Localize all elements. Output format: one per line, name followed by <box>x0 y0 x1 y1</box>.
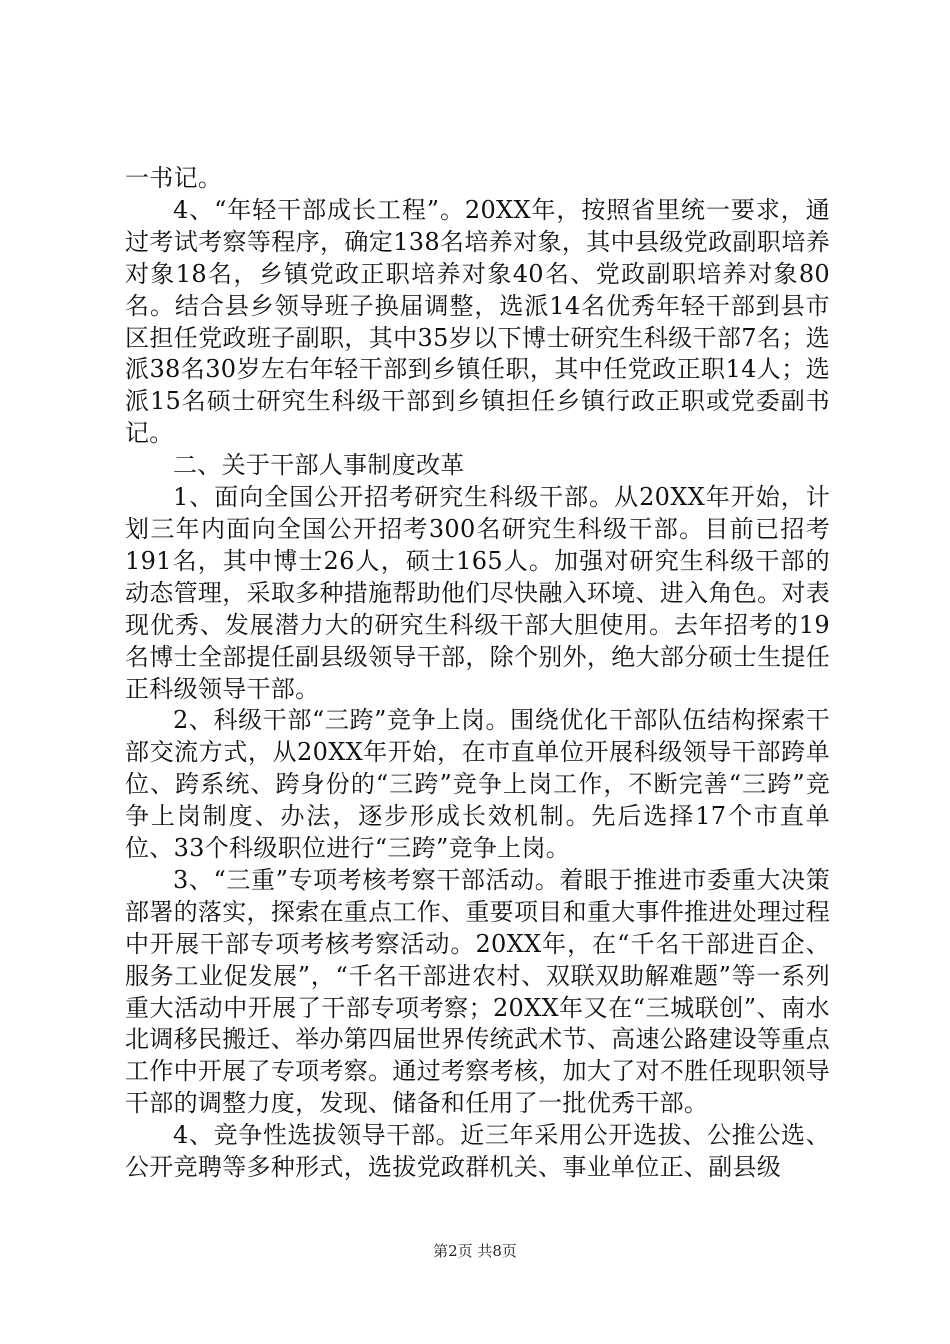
paragraph-5: 3、“三重”专项考核考察干部活动。着眼于推进市委重大决策部署的落实，探索在重点工作、重要项目和重大事件推进处理过程中开展干部专项考核考察活动。20XX年，在“千名干部进百企、服务工业促发展”，“千名干部进农村、双联双助解难题”等一系列重大活动中开展了干部专项考察；20XX年又在“三城联创”、南水北调移民搬迁、举办第四届世界传统武术节、高速公路建设等重点工作中开展了专项考察。通过考察考核，加大了对不胜任现职领导干部的调整力度，发现、储备和任用了一批优秀干部。 <box>125 865 830 1118</box>
paragraph-1: 一书记。 <box>125 164 223 192</box>
document-body <box>125 163 830 1184</box>
paragraph-6: 4、竞争性选拔领导干部。近三年采用公开选拔、公推公选、公开竞聘等多种形式，选拔党政群机关、事业单位正、副县级 <box>125 1121 830 1182</box>
section-heading: 二、关于干部人事制度改革 <box>173 451 465 480</box>
paragraph-4: 2、科级干部“三跨”竞争上岗。围绕优化干部队伍结构探索干部交流方式，从20XX年开始，在市直单位开展科级领导干部跨单位、跨系统、跨身份的“三跨”竞争上岗工作，不断完善“三跨”竞争上岗制度、办法，逐步形成长效机制。先后选择17个市直单位、33个科级职位进行“三跨”竞争上岗。 <box>125 706 830 863</box>
page-number-footer: 第2页 共8页 <box>433 1242 517 1260</box>
paragraph-3: 1、面向全国公开招考研究生科级干部。从20XX年开始，计划三年内面向全国公开招考300名研究生科级干部。目前已招考191名，其中博士26人，硕士165人。加强对研究生科级干部的动态管理，采取多种措施帮助他们尽快融入环境、进入角色。对表现优秀、发展潜力大的研究生科级干部大胆使用。去年招考的19名博士全部提任副县级领导干部，除个别外，绝大部分硕士生提任正科级领导干部。 <box>125 483 830 703</box>
paragraph-2: 4、“年轻干部成长工程”。20XX年，按照省里统一要求，通过考试考察等程序，确定138名培养对象，其中县级党政副职培养对象18名，乡镇党政正职培养对象40名、党政副职培养对象80名。结合县乡领导班子换届调整，选派14名优秀年轻干部到县市区担任党政班子副职，其中35岁以下博士研究生科级干部7名；选派38名30岁左右年轻干部到乡镇任职，其中任党政正职14人；选派15名硕士研究生科级干部到乡镇担任乡镇行政正职或党委副书记。 <box>125 195 830 448</box>
